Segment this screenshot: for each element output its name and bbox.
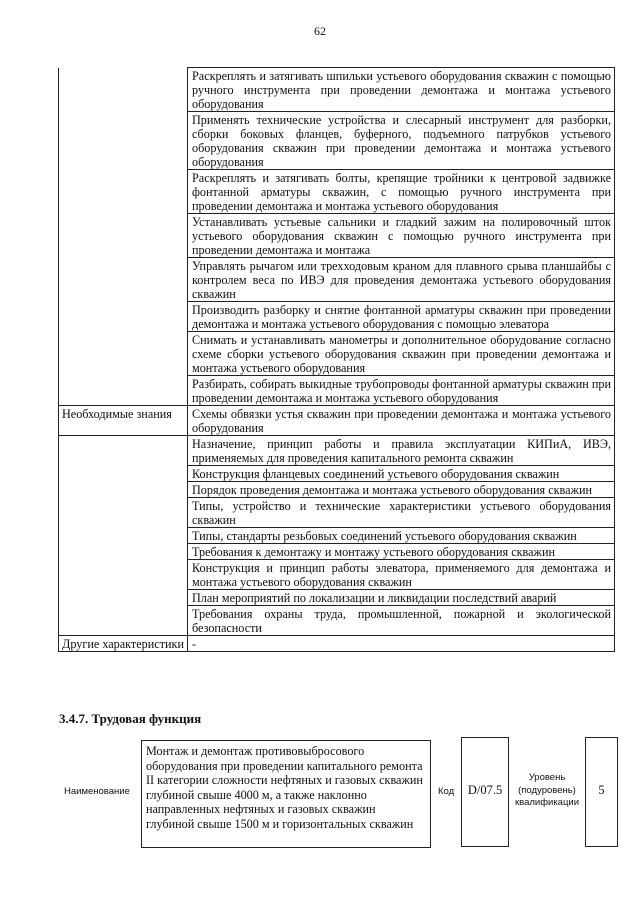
row-text: Снимать и устанавливать манометры и дополнительное оборудование согласно схеме сборки устьевого оборудования скважин при проведении демонтажа и монтажа устьевого оборудования <box>188 332 615 376</box>
row-text: Конструкция и принцип работы элеватора, применяемого для демонтажа и монтажа устьевого оборудования скважин <box>188 560 615 590</box>
row-text: Порядок проведения демонтажа и монтажа устьевого оборудования скважин <box>188 482 615 498</box>
table-row <box>59 636 615 652</box>
row-label: Необходимые знания <box>59 406 188 436</box>
table-row <box>59 302 615 332</box>
table-row <box>59 560 615 590</box>
row-label <box>59 482 188 498</box>
row-label <box>59 498 188 528</box>
row-text: Конструкция фланцевых соединений устьевого оборудования скважин <box>188 466 615 482</box>
row-text: Назначение, принцип работы и правила эксплуатации КИПиА, ИВЭ, применяемых для проведения капитального ремонта скважин <box>188 436 615 466</box>
table-row <box>59 466 615 482</box>
table-row <box>59 170 615 214</box>
table-row <box>59 498 615 528</box>
row-label <box>59 258 188 302</box>
qualification-level-label: Уровень (подуровень) квалификации <box>514 772 580 808</box>
table-row <box>59 482 615 498</box>
table-row <box>59 258 615 302</box>
row-text: Типы, стандарты резьбовых соединений устьевого оборудования скважин <box>188 528 615 544</box>
row-text: Требования к демонтажу и монтажу устьевого оборудования скважин <box>188 544 615 560</box>
row-label <box>59 170 188 214</box>
row-text: Раскреплять и затягивать болты, крепящие тройники к центровой задвижке фонтанной арматуры скважин, с помощью ручного инструмента при проведении демонтажа и монтажа устьевого оборудования <box>188 170 615 214</box>
row-label <box>59 68 188 112</box>
row-label <box>59 332 188 376</box>
table-row <box>59 606 615 636</box>
code-label: Код <box>438 786 455 797</box>
competency-table-body <box>59 68 615 652</box>
row-label <box>59 590 188 606</box>
row-text: Производить разборку и снятие фонтанной арматуры скважин при проведении демонтажа и монтажа устьевого оборудования с помощью элеватора <box>188 302 615 332</box>
row-text: Типы, устройство и технические характеристики устьевого оборудования скважин <box>188 498 615 528</box>
row-text: Разбирать, собирать выкидные трубопроводы фонтанной арматуры скважин при проведении демонтажа и монтажа устьевого оборудования <box>188 376 615 406</box>
table-row <box>59 112 615 170</box>
row-label <box>59 376 188 406</box>
table-row <box>59 332 615 376</box>
row-text: План мероприятий по локализации и ликвидации последствий аварий <box>188 590 615 606</box>
name-label: Наименование <box>64 786 130 797</box>
table-row <box>59 528 615 544</box>
row-label <box>59 302 188 332</box>
function-name-box: Монтаж и демонтаж противовыбросового оборудования при проведении капитального ремонта II категории сложности нефтяных и газовых скважин глубиной свыше 4000 м, а также наклонно направленных нефтяных и газовых скважин глубиной свыше 1500 м и горизонтальных скважин <box>141 740 431 848</box>
table-row <box>59 544 615 560</box>
table-row <box>59 376 615 406</box>
row-text: Применять технические устройства и слесарный инструмент для разборки, сборки боковых фланцев, буферного, подъемного патрубков устьевого оборудования скважин при проведении демонтажа и монтажа устьевого оборудования <box>188 112 615 170</box>
row-label <box>59 112 188 170</box>
qualification-level-box: 5 <box>585 737 618 847</box>
function-code-box: D/07.5 <box>461 737 509 847</box>
row-text: Требования охраны труда, промышленной, пожарной и экологической безопасности <box>188 606 615 636</box>
row-text: - <box>188 636 615 652</box>
row-label <box>59 436 188 466</box>
table-row <box>59 436 615 466</box>
section-title: 3.4.7. Трудовая функция <box>59 711 202 726</box>
row-label <box>59 466 188 482</box>
competency-table <box>58 67 615 652</box>
table-row <box>59 214 615 258</box>
row-label <box>59 606 188 636</box>
row-label <box>59 560 188 590</box>
row-text: Схемы обвязки устья скважин при проведении демонтажа и монтажа устьевого оборудования <box>188 406 615 436</box>
row-label: Другие характеристики <box>59 636 188 652</box>
row-label <box>59 214 188 258</box>
table-row <box>59 406 615 436</box>
labor-function-header <box>58 737 618 849</box>
row-text: Управлять рычагом или трехходовым краном для плавного срыва планшайбы с контролем веса по ИВЭ для проведения демонтажа устьевого оборудования скважин <box>188 258 615 302</box>
row-label <box>59 544 188 560</box>
page-number: 62 <box>314 24 326 38</box>
table-row <box>59 590 615 606</box>
row-text: Раскреплять и затягивать шпильки устьевого оборудования скважин с помощью ручного инструмента при проведении демонтажа и монтажа устьевого оборудования <box>188 68 615 112</box>
row-text: Устанавливать устьевые сальники и гладкий зажим на полировочный шток устьевого оборудования скважин с помощью ручного инструмента при проведении демонтажа и монтажа <box>188 214 615 258</box>
table-row <box>59 68 615 112</box>
row-label <box>59 528 188 544</box>
